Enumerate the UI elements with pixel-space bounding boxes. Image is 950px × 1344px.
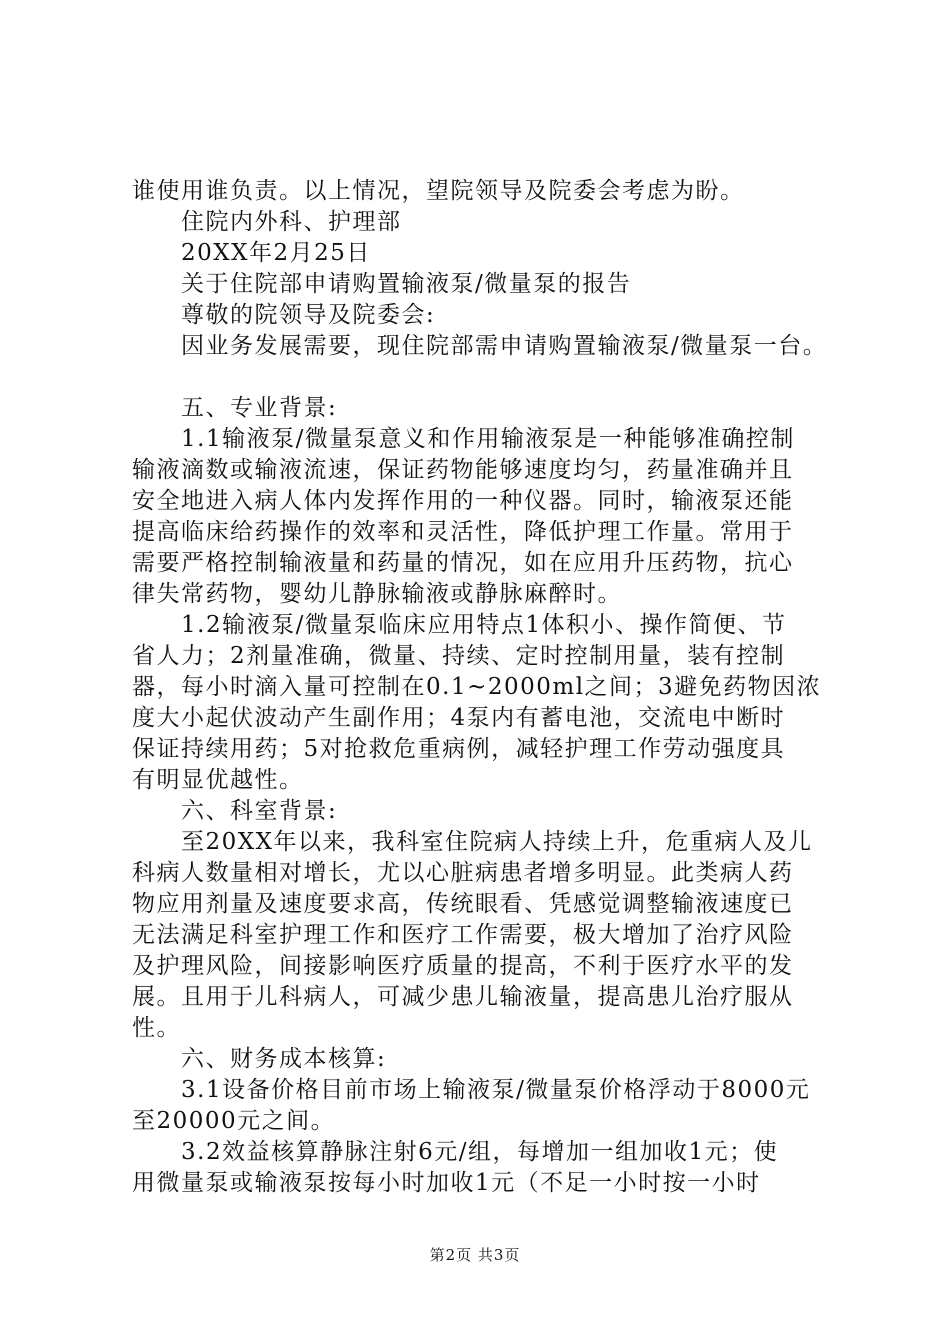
report-title-line: 关于住院部申请购置输液泵/微量泵的报告 (132, 271, 632, 297)
text-line: 安全地进入病人体内发挥作用的一种仪器。同时，输液泵还能 (132, 488, 794, 514)
text-line: 科病人数量相对增长，尤以心脏病患者增多明显。此类病人药 (132, 860, 794, 886)
blank-line (132, 362, 822, 393)
text-line: 住院内外科、护理部 (132, 209, 402, 235)
text-line: 保证持续用药；5对抢救危重病例，减轻护理工作劳动强度具 (132, 736, 786, 762)
text-line: 3.2效益核算静脉注射6元/组，每增加一组加收1元；使 (132, 1139, 779, 1165)
text-line: 性。 (132, 1015, 181, 1041)
text-line: 至20000元之间。 (132, 1108, 336, 1134)
text-line: 至20XX年以来，我科室住院病人持续上升，危重病人及儿 (132, 829, 813, 855)
text-line: 20XX年2月25日 (132, 240, 371, 266)
text-line: 1.1输液泵/微量泵意义和作用输液泵是一种能够准确控制 (132, 426, 795, 452)
text-line: 及护理风险，间接影响医疗质量的提高，不利于医疗水平的发 (132, 953, 794, 979)
text-line: 因业务发展需要，现住院部需申请购置输液泵/微量泵一台。 (132, 333, 828, 359)
text-line: 有明显优越性。 (132, 767, 304, 793)
page-number-footer: 第2页 共3页 (429, 1246, 521, 1264)
text-line: 展。且用于儿科病人，可减少患儿输液量，提高患儿治疗服从 (132, 984, 794, 1010)
text-line: 用微量泵或输液泵按每小时加收1元（不足一小时按一小时 (132, 1170, 761, 1196)
section-heading: 六、科室背景: (132, 798, 338, 824)
text-line: 器，每小时滴入量可控制在0.1~2000ml之间；3避免药物因浓 (132, 674, 822, 700)
text-line: 无法满足科室护理工作和医疗工作需要，极大增加了治疗风险 (132, 922, 794, 948)
text-line: 谁使用谁负责。以上情况，望院领导及院委会考虑为盼。 (132, 178, 745, 204)
section-heading: 六、财务成本核算: (132, 1046, 387, 1072)
text-line: 物应用剂量及速度要求高，传统眼看、凭感觉调整输液速度已 (132, 891, 794, 917)
text-line: 度大小起伏波动产生副作用；4泵内有蓄电池，交流电中断时 (132, 705, 786, 731)
text-line: 律失常药物，婴幼儿静脉输液或静脉麻醉时。 (132, 581, 622, 607)
document-body (132, 176, 828, 1199)
text-line: 需要严格控制输液量和药量的情况，如在应用升压药物，抗心 (132, 550, 794, 576)
text-line: 输液滴数或输液流速，保证药物能够速度均匀，药量准确并且 (132, 457, 794, 483)
section-heading: 五、专业背景: (132, 395, 338, 421)
text-line: 3.1设备价格目前市场上输液泵/微量泵价格浮动于8000元 (132, 1077, 811, 1103)
text-line: 提高临床给药操作的效率和灵活性，降低护理工作量。常用于 (132, 519, 794, 545)
text-line: 省人力；2剂量准确，微量、持续、定时控制用量，装有控制 (132, 643, 786, 669)
salutation-line: 尊敬的院领导及院委会: (132, 302, 436, 328)
text-line: 1.2输液泵/微量泵临床应用特点1体积小、操作简便、节 (132, 612, 787, 638)
